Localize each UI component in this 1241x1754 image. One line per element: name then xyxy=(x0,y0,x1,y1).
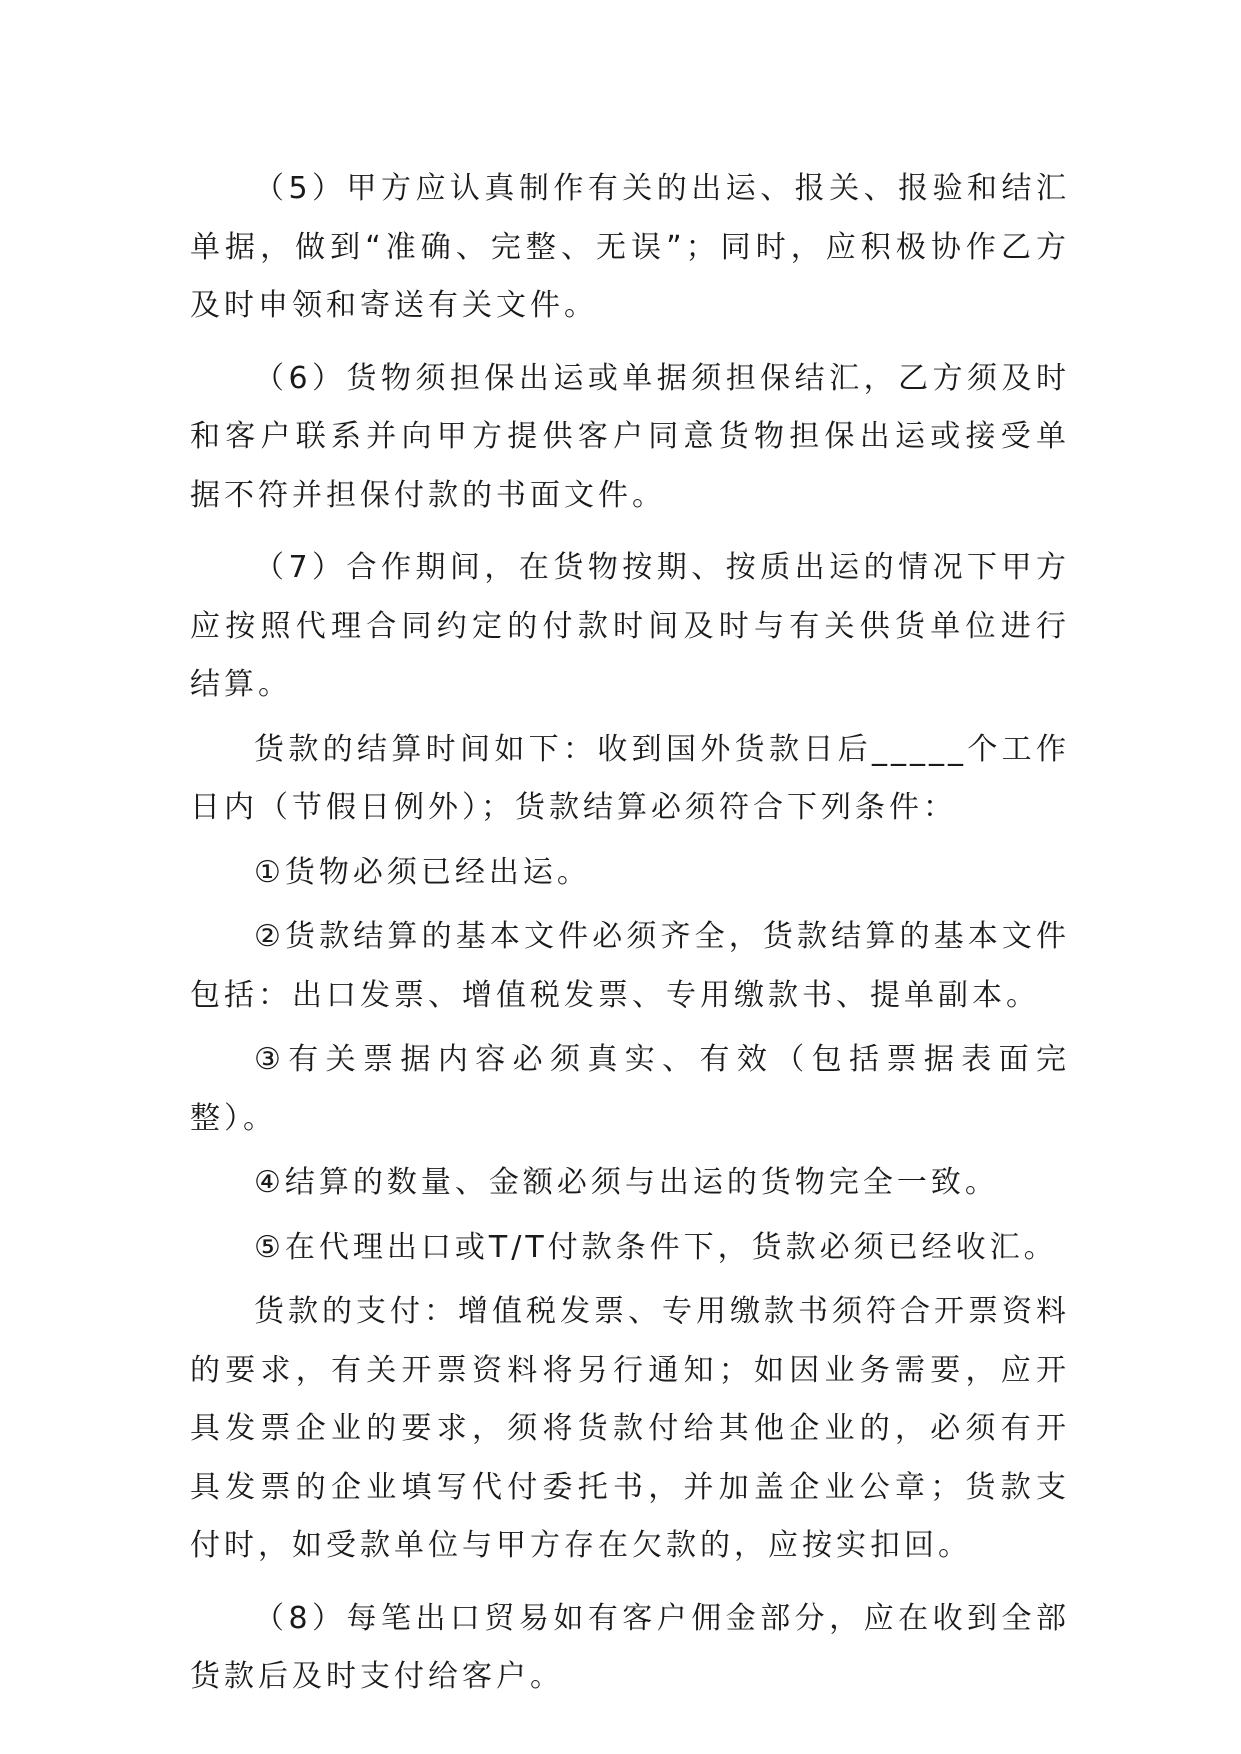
condition-1: ①货物必须已经出运。 xyxy=(254,854,591,890)
paragraph-6: （6）货物须担保出运或单据须担保结汇，乙方须及时和客户联系并向甲方提供客户同意货物担保出运或接受单据不符并担保付款的书面文件。 xyxy=(190,360,1070,513)
condition-3: ③有关票据内容必须真实、有效（包括票据表面完整）。 xyxy=(190,1042,1070,1136)
paragraph-8: （8）每笔出口贸易如有客户佣金部分，应在收到全部货款后及时支付给客户。 xyxy=(190,1600,1070,1694)
condition-2: ②货款结算的基本文件必须齐全，货款结算的基本文件包括：出口发票、增值税发票、专用缴款书、提单副本。 xyxy=(190,919,1070,1013)
paragraph-7: （7）合作期间，在货物按期、按质出运的情况下甲方应按照代理合同约定的付款时间及时与有关供货单位进行结算。 xyxy=(190,550,1070,702)
paragraph-5: （5）甲方应认真制作有关的出运、报关、报验和结汇单据，做到“准确、完整、无误”；同时，应积极协作乙方及时申领和寄送有关文件。 xyxy=(190,171,1070,323)
contract-text xyxy=(190,160,1070,1707)
condition-4: ④结算的数量、金额必须与出运的货物完全一致。 xyxy=(254,1165,999,1200)
settlement-time-paragraph: 货款的结算时间如下：收到国外货款日后_____个工作日内（节假日例外）；货款结算必须符合下列条件： xyxy=(190,731,1070,825)
payment-paragraph: 货款的支付：增值税发票、专用缴款书须符合开票资料的要求，有关开票资料将另行通知；如因业务需要，应开具发票企业的要求，须将货款付给其他企业的，必须有开具发票的企业填写代付委托书，并加盖企业公章；货款支付时，如受款单位与甲方存在欠款的，应按实扣回。 xyxy=(190,1294,1070,1563)
condition-5: ⑤在代理出口或T/T付款条件下，货款必须已经收汇。 xyxy=(254,1229,1058,1265)
